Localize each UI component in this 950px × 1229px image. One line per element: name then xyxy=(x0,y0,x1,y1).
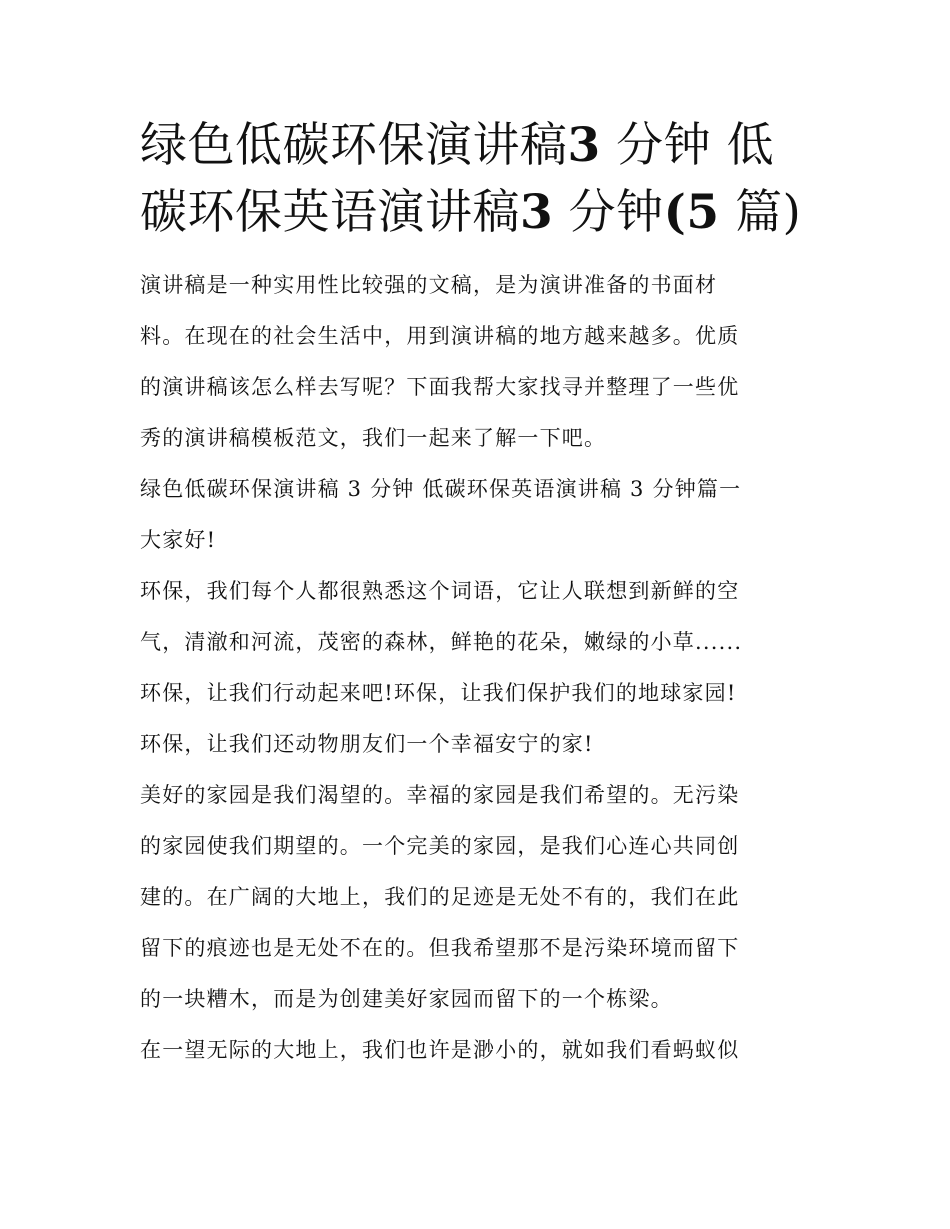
body-paragraph xyxy=(140,566,812,770)
title-line xyxy=(140,179,812,246)
section-heading xyxy=(140,464,812,515)
title-count: (5 xyxy=(663,185,720,240)
title-line xyxy=(140,112,812,179)
text-line: 演讲稿是一种实用性比较强的文稿，是为演讲准备的书面材 xyxy=(140,273,718,297)
text-line: 环保，我们每个人都很熟悉这个词语，它让人联想到新鲜的空 xyxy=(140,579,740,603)
text-line: 料。在现在的社会生活中，用到演讲稿的地方越来越多。优质 xyxy=(140,324,740,348)
title-text: 绿色低碳环保演讲稿 xyxy=(140,118,568,173)
title-text: 分钟 低 xyxy=(616,118,775,173)
text-line: 大家好! xyxy=(140,528,217,552)
text-line: 的家园使我们期望的。一个完美的家园，是我们心连心共同创 xyxy=(140,834,740,858)
title-text: 碳环保英语演讲稿 xyxy=(140,185,520,240)
text-line: 气，清澈和河流，茂密的森林，鲜艳的花朵，嫩绿的小草...... xyxy=(140,630,743,654)
body-paragraph xyxy=(140,1025,812,1076)
document-title xyxy=(140,112,812,246)
title-number: 3 xyxy=(520,185,554,240)
text-line: 留下的痕迹也是无处不在的。但我希望那不是污染环境而留下 xyxy=(140,936,740,960)
text-line: 绿色低碳环保演讲稿 3 分钟 低碳环保英语演讲稿 3 分钟篇一 xyxy=(140,477,742,501)
title-text: 篇) xyxy=(735,185,802,240)
text-line: 的演讲稿该怎么样去写呢？下面我帮大家找寻并整理了一些优 xyxy=(140,375,740,399)
text-line: 秀的演讲稿模板范文，我们一起来了解一下吧。 xyxy=(140,426,607,450)
greeting-paragraph xyxy=(140,515,812,566)
text-line: 环保，让我们行动起来吧!环保，让我们保护我们的地球家园! xyxy=(140,681,737,705)
intro-paragraph xyxy=(140,260,812,464)
document-body xyxy=(140,112,812,1076)
body-paragraph xyxy=(140,770,812,1025)
text-line: 建的。在广阔的大地上，我们的足迹是无处不有的，我们在此 xyxy=(140,885,740,909)
text-line: 的一块糟木，而是为创建美好家园而留下的一个栋梁。 xyxy=(140,987,673,1011)
text-line: 美好的家园是我们渴望的。幸福的家园是我们希望的。无污染 xyxy=(140,783,740,807)
text-line: 环保，让我们还动物朋友们一个幸福安宁的家! xyxy=(140,732,594,756)
title-text: 分钟 xyxy=(568,185,664,240)
title-number: 3 xyxy=(567,118,601,173)
text-line: 在一望无际的大地上，我们也许是渺小的，就如我们看蚂蚁似 xyxy=(140,1038,740,1062)
